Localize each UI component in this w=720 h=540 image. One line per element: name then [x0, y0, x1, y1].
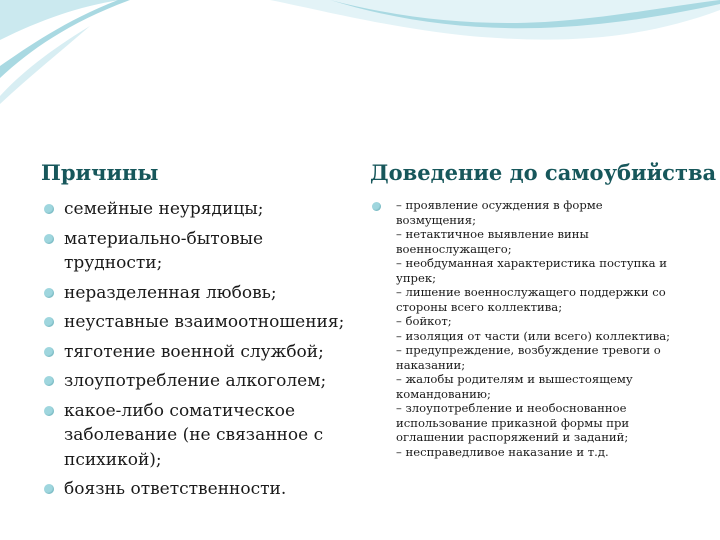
bullet-icon: [44, 317, 54, 327]
list-item: неуставные взаимоотношения;: [44, 310, 364, 335]
bullet-icon: [44, 234, 54, 244]
left-column-title: Причины: [41, 160, 159, 185]
incitement-list: [396, 198, 672, 459]
bullet-icon: [44, 406, 54, 416]
list-item: – проявление осуждения в форме возмущения;: [396, 198, 603, 227]
list-item: – несправедливое наказание и т.д.: [396, 444, 609, 459]
list-item: – нетактичное выявление вины военнослужащего;: [396, 227, 589, 256]
list-item: – лишение военнослужащего поддержки со стороны всего коллектива;: [396, 285, 666, 314]
bullet-icon: [44, 347, 54, 357]
list-item: – бойкот;: [396, 314, 452, 328]
list-item: – необдуманная характеристика поступка и упрек;: [396, 256, 667, 285]
bullet-icon: [44, 204, 54, 214]
bullet-icon: [44, 288, 54, 298]
list-item: – злоупотребление и необоснованное использование приказной формы при оглашении распоряжений и заданий;: [396, 401, 630, 444]
list-item: боязнь ответственности.: [44, 477, 364, 502]
causes-list: [44, 197, 364, 507]
bullet-icon: [372, 202, 381, 211]
list-item: какое-либо соматическое заболевание (не связанное с психикой);: [44, 399, 364, 473]
right-column-title: Доведение до самоубийства: [370, 160, 717, 185]
list-item: – жалобы родителям и вышестоящему командованию;: [396, 372, 633, 401]
list-item: неразделенная любовь;: [44, 281, 364, 306]
bullet-icon: [44, 484, 54, 494]
incitement-block: [372, 198, 672, 459]
list-item: семейные неурядицы;: [44, 197, 364, 222]
list-item: злоупотребление алкоголем;: [44, 369, 364, 394]
bullet-icon: [44, 376, 54, 386]
header-wave-decoration: [0, 0, 720, 110]
list-item: материально-бытовые трудности;: [44, 227, 364, 276]
list-item: – предупреждение, возбуждение тревоги о наказании;: [396, 343, 661, 372]
list-item: – изоляция от части (или всего) коллектива;: [396, 328, 671, 343]
list-item: тяготение военной службой;: [44, 340, 364, 365]
